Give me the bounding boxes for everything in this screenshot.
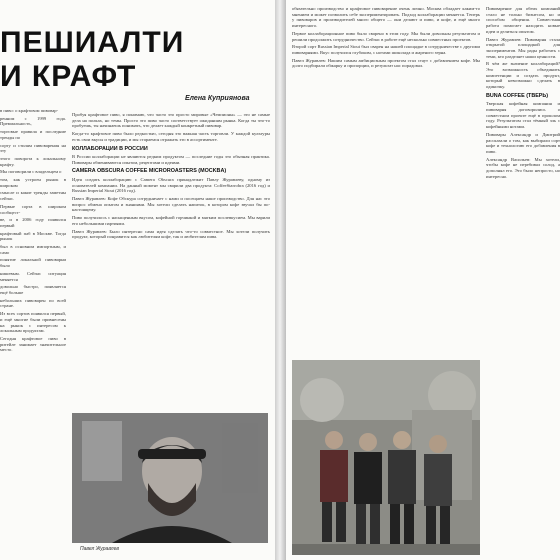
paragraph: В России коллаборации не являются редким продуктом — последние годы это обычная практика. Пивовары обмениваются опытом, рецептами и идеями. <box>72 154 270 165</box>
paragraph: довольно быстро, появляется ещё больше <box>0 284 66 295</box>
paragraph: В чём же значение коллабораций? Это возможность объединить компетенции и создать продукт, который невозможно сделать в одиночку. <box>486 61 560 90</box>
paragraph: нишевым. Сейчас ситуация меняется <box>0 270 66 282</box>
subhead-camera-obscura: CAMERA OBSCURA COFFEE MICROROASTERS (MOCKBA) <box>72 168 227 175</box>
paragraph: Александр Васильев: Мы хотели, чтобы кофе не перебивал солод, а дополнял его. Это было непросто, но интересно. <box>486 156 560 179</box>
brewers-photo-image <box>292 360 480 555</box>
paragraph: крафтовый паб в Москве. Тогда рынок <box>0 230 66 242</box>
brewers-photo <box>292 360 480 555</box>
subhead-collaborations: КОЛЛАБОРАЦИИ В РОССИИ <box>72 145 148 152</box>
paragraph: Первое коллаборационное пиво было сварено в этом году. Мы были довольны результатом и решили продолжить сотрудничество. Сейчас в работе ещё несколько совместных проектов. <box>292 30 480 42</box>
headline-line-2: И КРАФТ <box>0 60 137 93</box>
paragraph: Когда-то крафтовое пиво было редкостью, сегодня это важная часть торговли. У каждой культуры есть свои вкусы и традиции, и мы стараемся отражать это в ассортименте. <box>72 131 270 142</box>
paragraph: Павел Журавлев: Кофе Обскура сотрудничает с нами и посещаем наше производство. Для нас это вопрос обмена опытом и знаниями. Мы хотели сделать напиток, в котором кофе звучал бы по-настоящему. <box>72 196 270 213</box>
left-page <box>0 0 275 560</box>
book-gutter <box>275 0 286 560</box>
right-column-2 <box>486 6 560 554</box>
paragraph: Павел Журавлев: Нашим самым амбициозным проектом стал стаут с добавлением кофе. Мы долго подбирали обжарку и пропорции, и результат нас порадовал. <box>292 57 480 69</box>
left-column-2 <box>72 112 270 412</box>
paragraph: ве, и в 2006 году появился первый <box>0 217 66 228</box>
paragraph: Из всех сортов появился первый, и ещё многие были привнесены на рынок с интересом к локальным продуктам. <box>0 311 66 334</box>
paragraph: Павел Журавлев: Пивоварня стала открытой площадкой для экспериментов. Мы рады работать с теми, кто разделяет наши ценности. <box>486 36 560 59</box>
paragraph: сорту и стилям пивоварения на эту <box>0 142 66 154</box>
paragraph: небольших пивоварен по всей стране. <box>0 297 66 309</box>
paragraph: был в основном импортным, и само <box>0 244 66 255</box>
portrait-photo-image <box>72 413 268 543</box>
paragraph: Сегодня крафтовое пиво в ритейле занимает значительное место. <box>0 335 66 353</box>
paragraph: обязательно производство и крафтовое пивоварение очень лично. Москва обладает каким-то мнением и может позволить себе экспериментировать. Подход коллаборации меняется. Теперь у пивоваров и производителей много общего — они делают и пиво, и кофе, и ещё много интересного. <box>292 6 480 29</box>
paragraph: Пивовары Александр и Дмитрий рассказали о том, как выбирали сорт кофе и технологию его добавления в пиво. <box>486 131 560 154</box>
paragraph: ренном с 1999 года. Премиальность, <box>0 115 66 127</box>
photo-caption: Павел Журавлев <box>80 546 119 552</box>
paragraph: Мы поговорили с владельцем о <box>0 169 62 175</box>
paragraph: в пиво: о крафтовом пивовар- <box>0 108 59 113</box>
paragraph: Первые сорта в широком сообщест- <box>0 203 66 215</box>
headline-line-1: ПЕШИАЛТИ <box>0 26 185 59</box>
paragraph: Пивоварение для обеих компаний стало не только бизнесом, но и способом общения. Совместная работа помогает находить новые идеи и делиться опытом. <box>486 6 560 34</box>
paragraph: том, как устроен рынок в широком <box>0 177 66 188</box>
right-column-1 <box>292 6 480 356</box>
paragraph: Второй сорт Russian Imperial Stout был сварен на нашей площадке в сотрудничестве с другими пивоварнями. Вкус получился глубоким, с нотами шоколада и жареного зерна. <box>292 44 480 55</box>
paragraph: Павел Журавлев: Было интересно сама идея сделать что-то совместное. Мы хотели получить продукт, который понравится как любителям кофе, так и любителям пива. <box>72 228 270 240</box>
paragraph: Пиво получилось с насыщенным вкусом, кофейной горчинкой и мягким послевкусием. Мы варили его небольшими партиями. <box>72 215 270 226</box>
article-author: Елена Куприянова <box>185 95 250 102</box>
paragraph: этого поворота к локальному крафту. <box>0 155 66 167</box>
paragraph: торговые правила и последние тренды по <box>0 129 66 140</box>
subhead-buna-coffee: BUNA COFFEE (ТВЕРЬ) <box>486 92 549 99</box>
right-page <box>286 0 560 560</box>
portrait-photo <box>72 413 268 543</box>
left-column-1 <box>0 108 66 548</box>
paragraph: Пробуя крафтовое пиво, я понимаю, что часто это просто мировые «Чемпионы» — это не самые дела на полках, но темы. Просто это пиво часто соответствует ожиданиям рынка. Когда ты что-то пробуешь, ты начинаешь понимать, что делает каждый конкретный пивовар. <box>72 112 270 129</box>
paragraph: Идея создать коллаборацию с Camera Obscura принадлежит Павлу Журавлеву, одному из основателей компании. На данный момент мы сварили два продукта: CoffeeStarrobra (2016 год) и Russian Imperial Stout (2016 год). <box>72 176 270 194</box>
paragraph: понятие локальной пивоварни было <box>0 257 66 269</box>
paragraph: Тверская кофейная компания и пивоварня договорились о совместном проекте ещё в прошлом году. Результатом стал тёмный эль с кофейными нотами. <box>486 101 560 130</box>
paragraph: смысле и какие тренды заметны сейчас. <box>0 190 66 202</box>
